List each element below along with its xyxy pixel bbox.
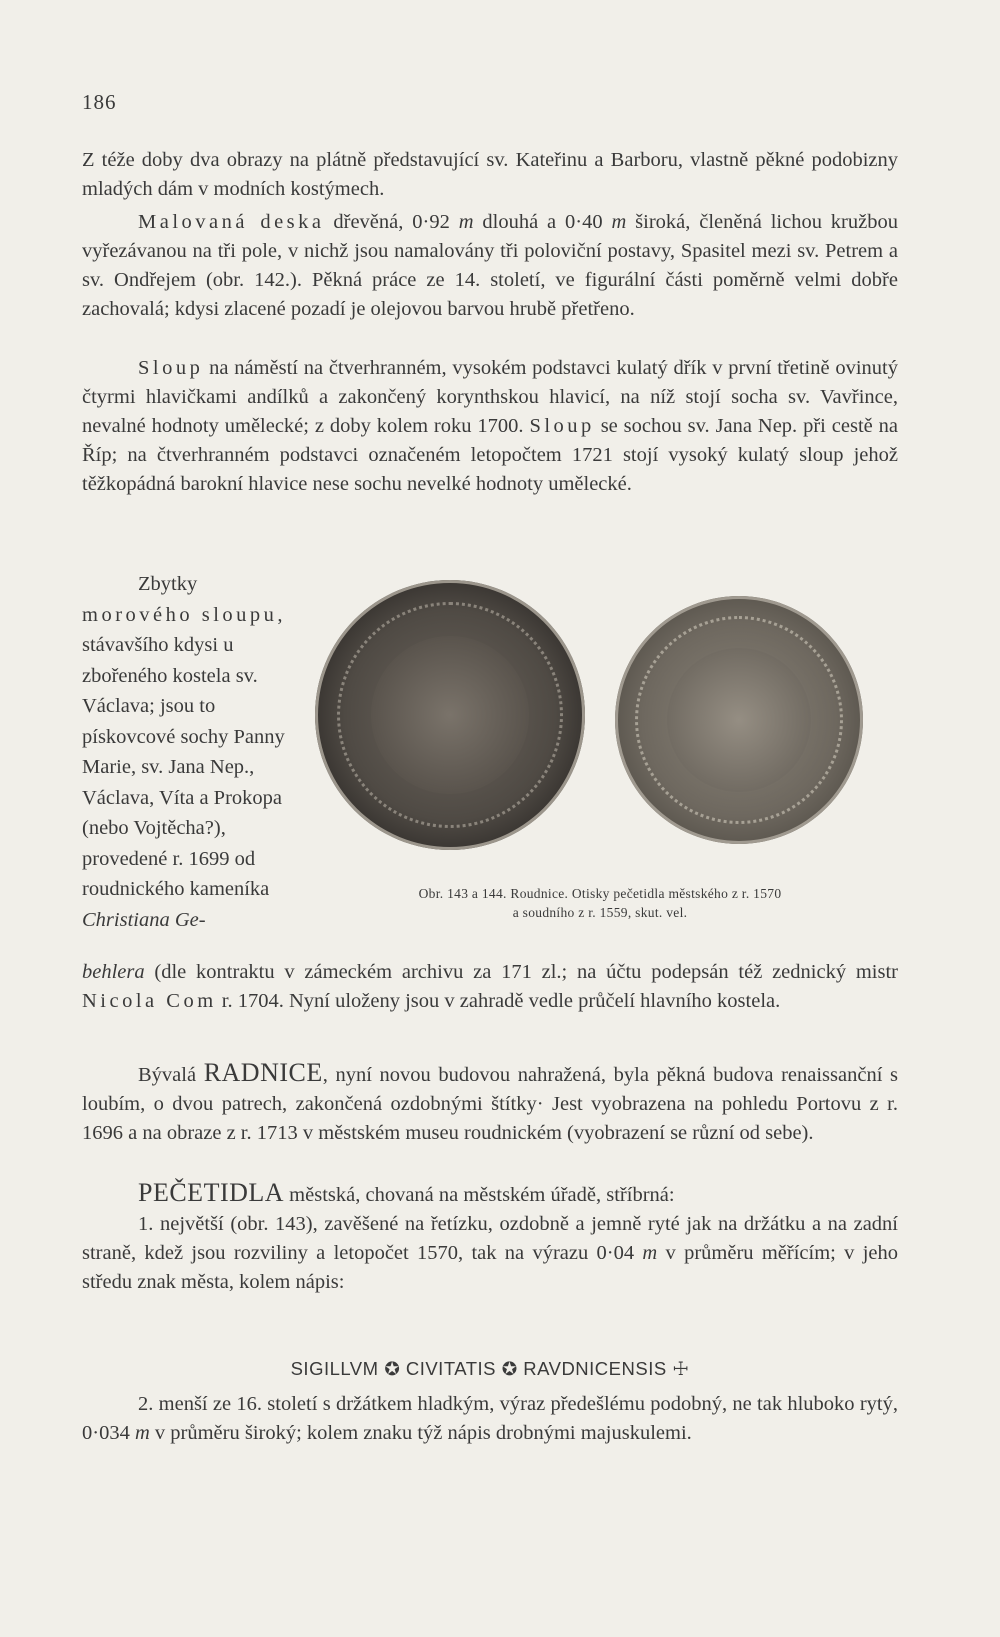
text-run: v průměru široký; kolem znaku týž nápis drobnými majuskulemi. [149,1422,692,1444]
text-run: 1. největší (obr. 143), zavěšené na řetízku, ozdobně a jemně ryté jak na držátku a na zadní straně, kdež jsou rozviliny a letopočet 1570, tak na výrazu 0·04 [82,1213,898,1264]
paragraph-sloup [82,354,898,499]
spaced-term: morového sloupu [82,603,278,626]
unit-italic: m [458,211,474,233]
heading-caps: RADNICE [203,1058,323,1087]
city-seal-image [315,580,585,850]
text-run: široká, členěná lichou kružbou vyřezávanou na tři pole, v nichž jsou namalovány tři poloviční postavy, Spasitel mezi sv. Petrem a sv. Ondřejem (obr. 142.). Pěkná práce ze 14. století, ve figurální části poměrně velmi dobře zachovalá; kdysi zlacené pozadí je olejovou barvou hrubě přetřeno. [82,211,898,320]
seal-center [371,636,529,794]
paragraph-morovy-sloup [82,569,297,935]
text-run: Zbytky [138,573,198,595]
unit-italic: m [611,211,627,233]
page-number: 186 [82,90,117,114]
paragraph-obrazy: Z téže doby dva obrazy na plátně představující sv. Kateřinu a Barboru, vlastně pěkné podobizny mladých dám v modních kostýmech. [82,149,898,200]
seal-figures [315,570,885,920]
pecetidla-intro [82,1178,898,1210]
spaced-term: Sloup [529,415,595,437]
figure-caption [340,884,860,922]
unit-italic: m [642,1242,658,1264]
pecetidla-item-1 [82,1210,898,1297]
text-run: Bývalá [138,1064,204,1086]
spaced-term: Sloup [138,357,204,379]
spaced-term: Malovaná deska [138,211,325,233]
seal-inscription: SIGILLVM ✪ CIVITATIS ✪ RAVDNICENSIS ☩ [290,1358,690,1379]
text-run: městská, chovaná na městském úřadě, stříbrná: [284,1184,675,1206]
heading-caps: PEČETIDLA [138,1178,285,1207]
seal-center [667,648,811,792]
text-run: (dle kontraktu v zámeckém archivu za 171 zl.; na účtu podepsán též zednický mistr [144,961,898,983]
text-run: , stávavšího kdysi u zbořeného kostela sv. Václava; jsou to pískovcové sochy Panny Marie, sv. Jana Nep., Václava, Víta a Prokopa (nebo Vojtěcha?), provedené r. 1699 od roudnického kameníka [82,603,285,900]
paragraph-malovana-deska [82,208,898,324]
text-run: , nyní novou budovou nahražená, byla pěkná budova renaissanční s loubím, o dvou patrech, zakončená ozdobnými štítky· Jest vyobrazena na pohledu Portovu z r. 1696 a na obraze z r. 1713 v městském museu roudnickém (vyobrazení se různí od sebe). [82,1064,898,1144]
caption-line: Obr. 143 a 144. Roudnice. Otisky pečetidla městského z r. 1570 [418,886,782,901]
paragraph-radnice [82,1058,898,1148]
paragraph-mensi-pecetidlo [82,1390,898,1448]
text-run: se sochou sv. Jana Nep. při cestě na Říp; na čtverhranném podstavci označeném letopočtem 1721 stojí vysoký kulatý sloup jehož těžkopádná barokní hlavice nese sochu nevelké hodnoty umělecké. [82,415,898,495]
text-run: r. 1704. Nyní uloženy jsou v zahradě vedle průčelí hlavního kostela. [216,990,781,1012]
text-run: dlouhá a 0·40 [473,211,612,233]
text-run: 2. menší ze 16. století s držátkem hladkým, výraz předešlému podobný, ne tak hluboko rytý, 0·034 [82,1393,898,1444]
paragraph-gehlera [82,958,898,1016]
text-run: dřevěná, 0·92 [324,211,459,233]
unit-italic: m [134,1422,150,1444]
name-italic: Christiana Ge- [82,908,206,931]
court-seal-image [615,596,863,844]
spaced-term: Nicola Com [82,990,217,1012]
name-italic: behlera [82,961,145,983]
text-run: na náměstí na čtverhranném, vysokém podstavci kulatý dřík v první třetině ovinutý čtyrmi hlavičkami andílků a zakončený korynthskou hlavicí, na níž stojí socha sv. Vavřince, nevalné hodnoty umělecké; z doby kolem roku 1700. [82,357,898,437]
text-run: v průměru měřícím; v jeho středu znak města, kolem nápis: [82,1242,899,1293]
paragraph-pecetidla [82,1178,898,1297]
caption-line: a soudního z r. 1559, skut. vel. [512,905,688,920]
